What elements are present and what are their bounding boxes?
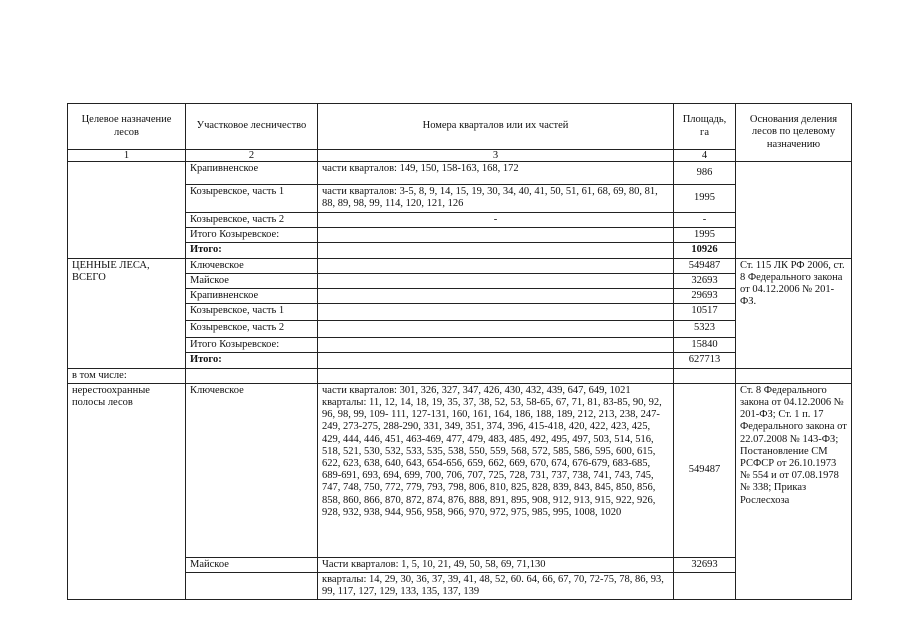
column-number: 4 <box>674 150 736 162</box>
quarters-cell <box>318 289 674 304</box>
quarters-cell <box>318 321 674 338</box>
quarters-cell <box>318 273 674 288</box>
forestry-cell: Козыревское, часть 2 <box>186 213 318 228</box>
table-row <box>68 273 852 288</box>
table-row <box>68 557 852 572</box>
empty-cell <box>736 368 852 383</box>
purpose-cell-empty <box>68 162 186 259</box>
quarters-cell <box>318 338 674 353</box>
area-cell: 1995 <box>674 228 736 243</box>
forestry-cell: Майское <box>186 273 318 288</box>
purpose-cell: ЦЕННЫЕ ЛЕСА, ВСЕГО <box>68 258 186 368</box>
header-quarters: Номера кварталов или их частей <box>318 104 674 150</box>
basis-cell: Ст. 115 ЛК РФ 2006, ст. 8 Федерального закона от 04.12.2006 № 201-ФЗ. <box>736 258 852 368</box>
table-row <box>68 304 852 321</box>
basis-cell: Ст. 8 Федерального закона от 04.12.2006 № 201-ФЗ; Ст. 1 п. 17 Федерального закона от 22.07.2008 № 143-ФЗ; Постановление СМ РСФСР от 26.10.1973 № 554 и от 07.08.1978 № 338; Приказ Рослесхоза <box>736 383 852 600</box>
forestry-cell: Крапивненское <box>186 289 318 304</box>
quarters-cell: части кварталов: 3-5, 8, 9, 14, 15, 19, 30, 34, 40, 41, 50, 51, 61, 68, 69, 80, 81, 88, 89, 98, 99, 114, 120, 121, 126 <box>318 185 674 213</box>
quarters-cell <box>318 258 674 273</box>
table-row <box>68 321 852 338</box>
forestry-cell: Итого: <box>186 353 318 368</box>
area-cell: 15840 <box>674 338 736 353</box>
table-row <box>68 573 852 600</box>
area-cell: 5323 <box>674 321 736 338</box>
area-cell: 10517 <box>674 304 736 321</box>
forestry-cell <box>186 573 318 600</box>
table-row <box>68 228 852 243</box>
column-number: 2 <box>186 150 318 162</box>
column-number-row <box>68 150 852 162</box>
basis-cell-empty <box>736 162 852 259</box>
area-cell: 10926 <box>674 243 736 258</box>
total-row <box>68 353 852 368</box>
empty-cell <box>186 368 318 383</box>
forest-purpose-table <box>67 103 852 600</box>
header-forestry: Участковое лесничество <box>186 104 318 150</box>
total-row <box>68 243 852 258</box>
forestry-cell: Козыревское, часть 1 <box>186 304 318 321</box>
forestry-cell: Козыревское, часть 2 <box>186 321 318 338</box>
forestry-cell: Ключевское <box>186 258 318 273</box>
quarters-cell: части кварталов: 149, 150, 158-163, 168, 172 <box>318 162 674 185</box>
forestry-cell: Итого: <box>186 243 318 258</box>
quarters-cell <box>318 228 674 243</box>
column-number: 3 <box>318 150 674 162</box>
empty-cell <box>318 368 674 383</box>
area-cell: 549487 <box>674 258 736 273</box>
area-cell: 32693 <box>674 273 736 288</box>
empty-cell <box>674 368 736 383</box>
forestry-cell: Козыревское, часть 1 <box>186 185 318 213</box>
area-cell: 549487 <box>674 383 736 557</box>
quarters-cell <box>318 243 674 258</box>
area-cell: 627713 <box>674 353 736 368</box>
forestry-cell: Крапивненское <box>186 162 318 185</box>
including-row <box>68 368 852 383</box>
quarters-cell <box>318 353 674 368</box>
header-row <box>68 104 852 150</box>
area-cell: 986 <box>674 162 736 185</box>
table-row <box>68 258 852 273</box>
forestry-cell: Итого Козыревское: <box>186 228 318 243</box>
table-row <box>68 213 852 228</box>
forestry-cell: Ключевское <box>186 383 318 557</box>
header-purpose: Целевое назначение лесов <box>68 104 186 150</box>
table-row <box>68 162 852 185</box>
table-row <box>68 338 852 353</box>
area-cell: 29693 <box>674 289 736 304</box>
table-row <box>68 185 852 213</box>
table-row <box>68 289 852 304</box>
quarters-cell <box>318 304 674 321</box>
forestry-cell: Итого Козыревское: <box>186 338 318 353</box>
column-number: 1 <box>68 150 186 162</box>
forestry-cell: Майское <box>186 557 318 572</box>
header-area: Площадь, га <box>674 104 736 150</box>
quarters-cell: части кварталов: 301, 326, 327, 347, 426, 430, 432, 439, 647, 649, 1021 кварталы: 11, 12, 14, 18, 19, 35, 37, 38, 52, 53, 58-65, 67, 71, 81, 83-85, 90, 92, 96, 98, 99, 109- 111, 127-131, 160, 161, 164, 186, 188, 189, 212, 213, 238, 247-249, 273-275, 288-290, 331, 349, 351, 374, 396, 415-418, 420, 422, 423, 425, 429, 444, 446, 451, 463-469, 477, 479, 483, 485, 492, 495, 497, 503, 514, 516, 518, 521, 530, 532, 533, 535, 538, 550, 559, 568, 572, 585, 586, 595, 600, 615, 622, 623, 638, 640, 643, 654-656, 659, 662, 669, 670, 674, 676-679, 683-685, 689-691, 693, 694, 699, 700, 706, 707, 725, 728, 731, 737, 738, 741, 743, 745, 747, 748, 750, 772, 779, 793, 798, 806, 810, 825, 828, 839, 843, 845, 850, 856, 858, 860, 866, 870, 872, 874, 876, 888, 891, 895, 908, 912, 913, 915, 922, 926, 928, 932, 938, 944, 956, 958, 966, 970, 972, 975, 985, 995, 1008, 1020 <box>318 383 674 557</box>
area-cell <box>674 573 736 600</box>
table-row <box>68 383 852 557</box>
area-cell: 32693 <box>674 557 736 572</box>
including-label: в том числе: <box>68 368 186 383</box>
area-cell: 1995 <box>674 185 736 213</box>
header-basis: Основания деления лесов по целевому назначению <box>736 104 852 162</box>
area-cell: - <box>674 213 736 228</box>
quarters-cell: кварталы: 14, 29, 30, 36, 37, 39, 41, 48, 52, 60. 64, 66, 67, 70, 72-75, 78, 86, 93, 99, 117, 127, 129, 133, 135, 137, 139 <box>318 573 674 600</box>
purpose-cell: нерестоохранные полосы лесов <box>68 383 186 600</box>
quarters-cell: - <box>318 213 674 228</box>
quarters-cell: Части кварталов: 1, 5, 10, 21, 49, 50, 58, 69, 71,130 <box>318 557 674 572</box>
